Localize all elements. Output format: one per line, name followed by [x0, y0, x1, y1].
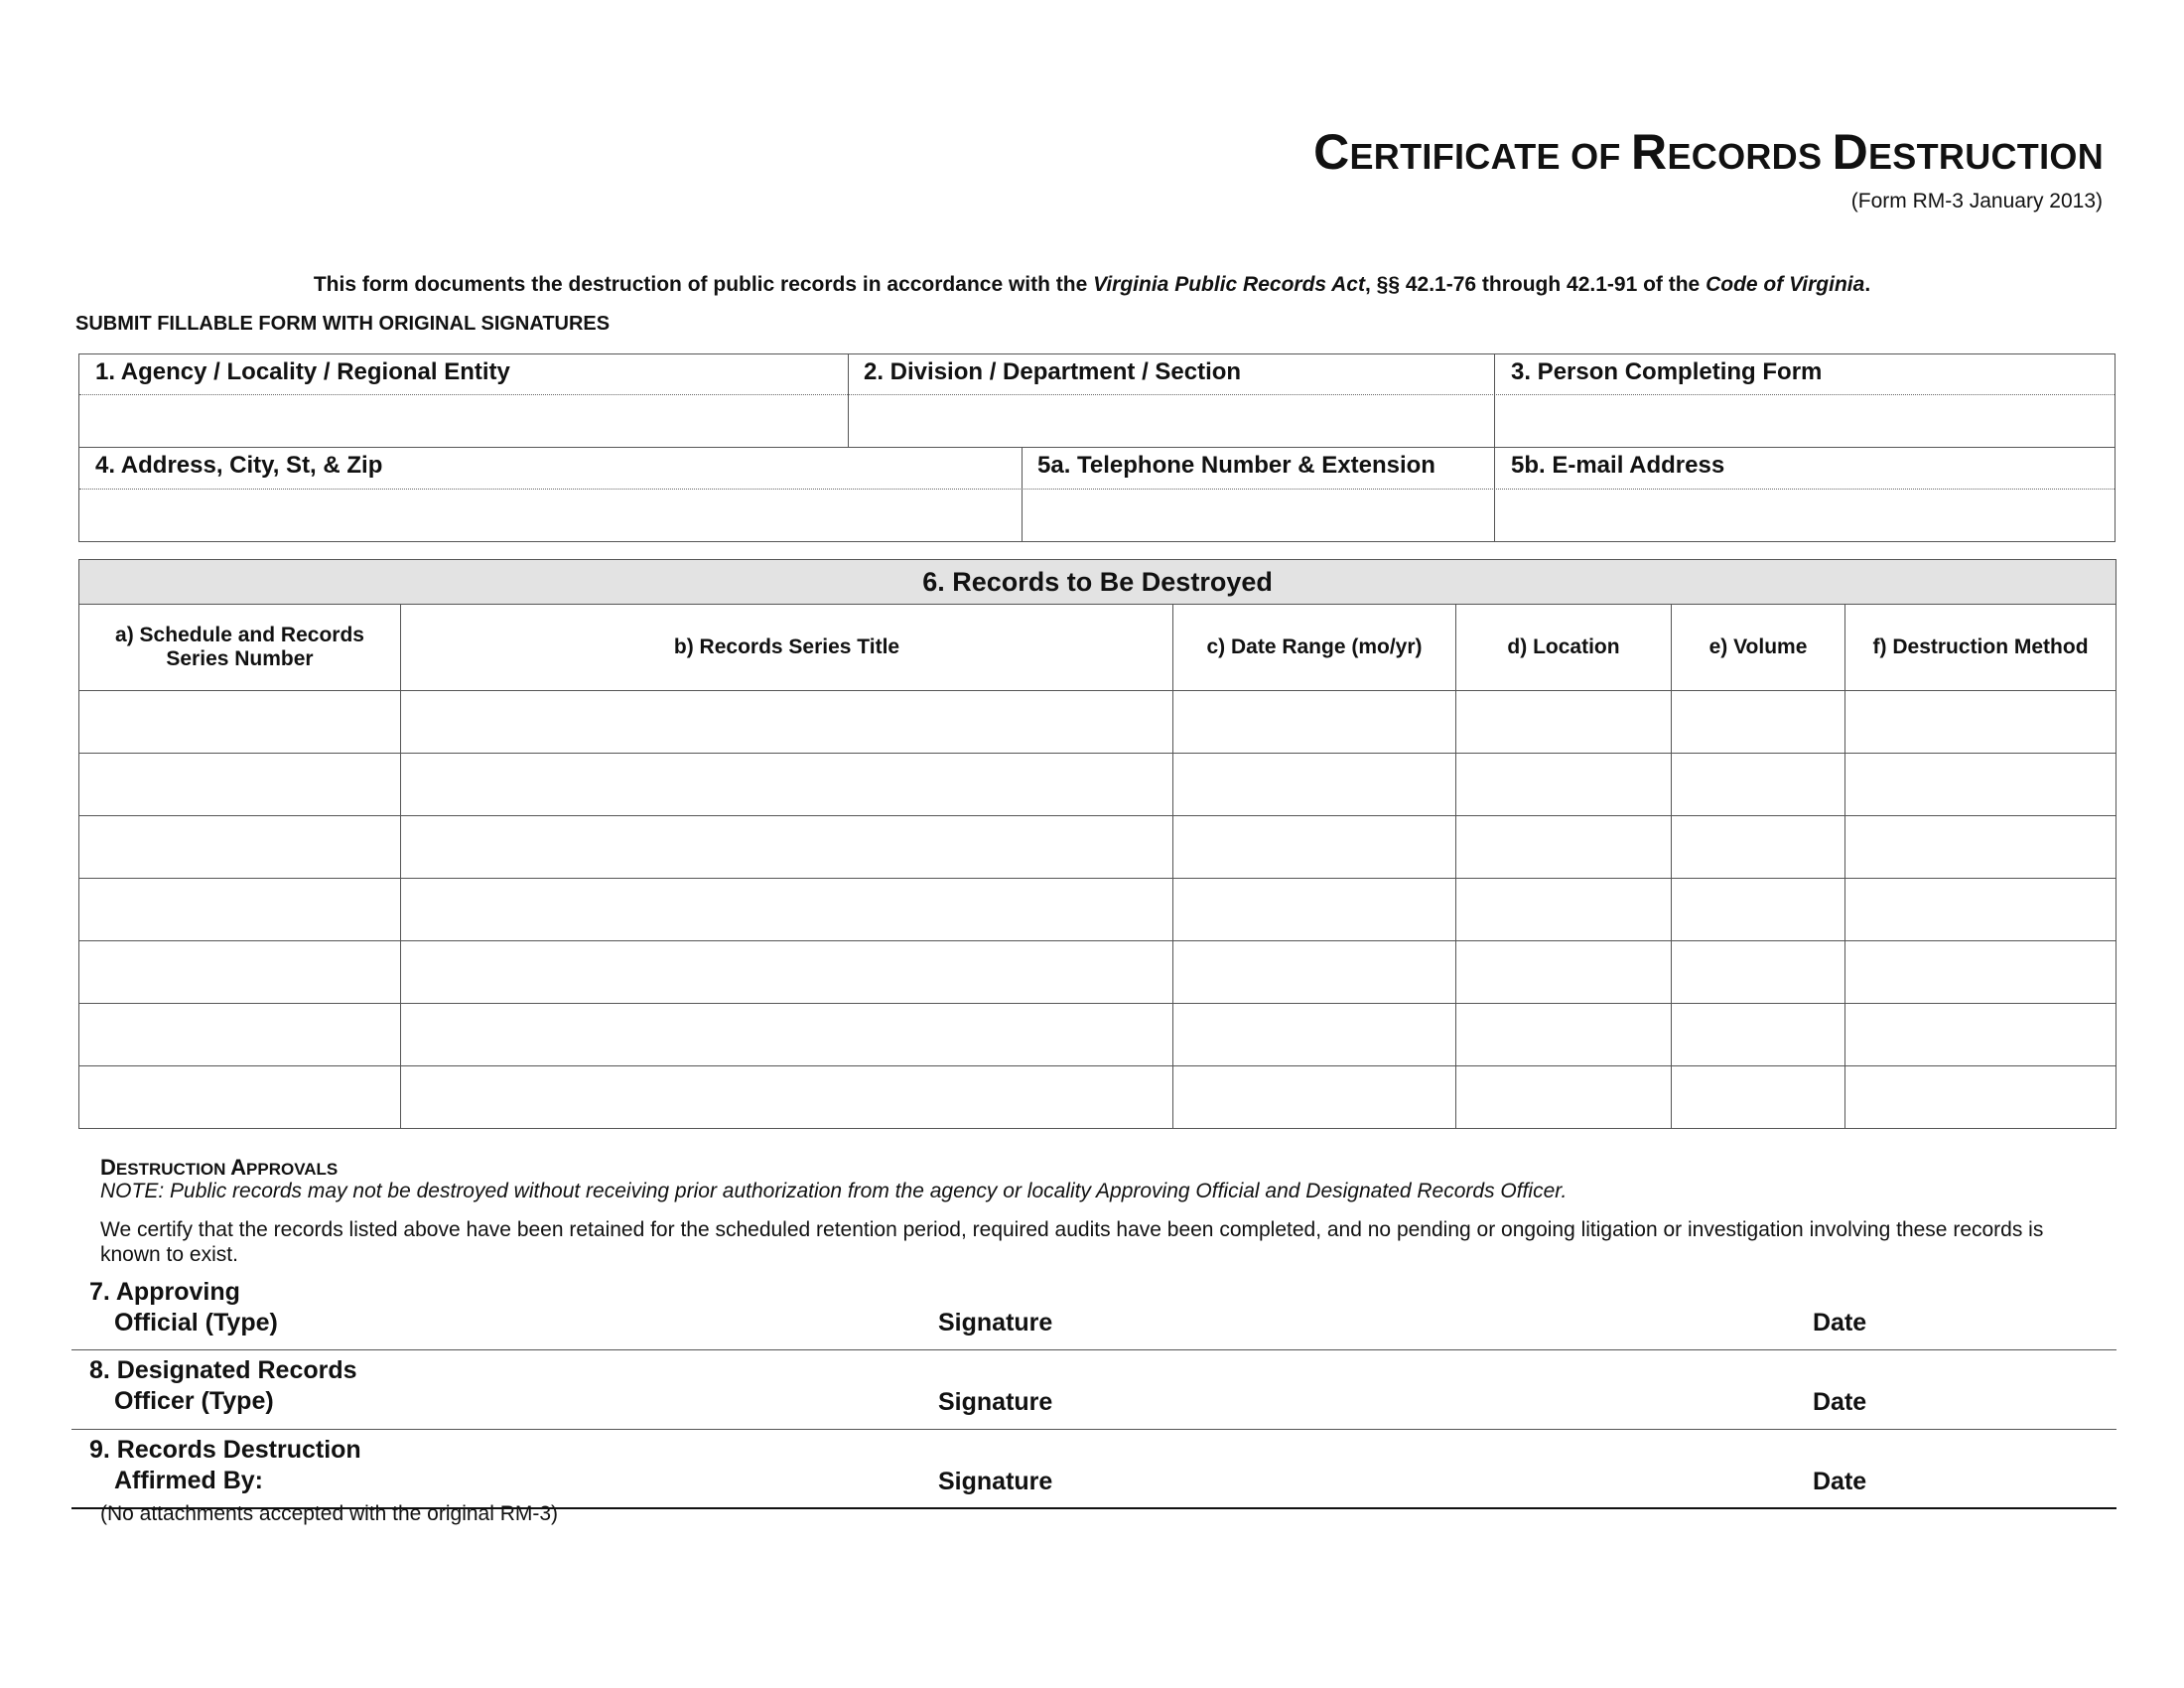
table-cell: [401, 879, 1173, 941]
form-title: [1313, 124, 2104, 180]
series-title-input[interactable]: [401, 754, 1172, 815]
title-initial: D: [1832, 124, 1868, 180]
title-part: ECORDS: [1667, 136, 1833, 177]
table-cell: [79, 754, 401, 816]
approving-signature-line[interactable]: [71, 1349, 2116, 1350]
title-part: ERTIFICATE OF: [1349, 136, 1632, 177]
table-cell: [1456, 1004, 1672, 1066]
date-range-input[interactable]: [1173, 691, 1455, 753]
column-header-series-title: b) Records Series Title: [401, 605, 1173, 691]
person-completing-field[interactable]: [1495, 395, 2115, 447]
volume-input[interactable]: [1672, 941, 1844, 1003]
table-cell: [1456, 691, 1672, 754]
table-row: [79, 941, 2116, 1004]
table-row: [79, 691, 2116, 754]
heading-initial: A: [230, 1155, 247, 1180]
email-label: 5b. E-mail Address: [1511, 452, 1725, 479]
title-part: ESTRUCTION: [1868, 136, 2104, 177]
schedule-input[interactable]: [79, 1066, 400, 1128]
location-input[interactable]: [1456, 941, 1671, 1003]
row-divider: [78, 447, 2116, 448]
table-cell: [1456, 1066, 1672, 1129]
volume-input[interactable]: [1672, 816, 1844, 878]
table-cell: [1173, 1066, 1456, 1129]
table-cell: [1672, 1066, 1845, 1129]
form-code: (Form RM-3 January 2013): [1850, 190, 2103, 212]
schedule-input[interactable]: [79, 879, 400, 940]
series-title-input[interactable]: [401, 1004, 1172, 1065]
heading-initial: D: [100, 1155, 116, 1180]
column-header-location: d) Location: [1456, 605, 1672, 691]
table-row: [79, 879, 2116, 941]
date-range-input[interactable]: [1173, 1004, 1455, 1065]
destruction-method-input[interactable]: [1845, 879, 2116, 940]
table-cell: [401, 1004, 1173, 1066]
table-cell: [1845, 1066, 2116, 1129]
table-cell: [1173, 691, 1456, 754]
table-cell: [79, 941, 401, 1004]
table-cell: [1845, 1004, 2116, 1066]
column-header-destruction-method: f) Destruction Method: [1845, 605, 2116, 691]
table-cell: [1456, 941, 1672, 1004]
schedule-input[interactable]: [79, 816, 400, 878]
table-row: [79, 1066, 2116, 1129]
address-label: 4. Address, City, St, & Zip: [95, 452, 383, 479]
location-input[interactable]: [1456, 879, 1671, 940]
table-cell: [1845, 941, 2116, 1004]
table-cell: [1173, 879, 1456, 941]
affirmed-signature-label: Signature: [938, 1468, 1053, 1495]
volume-input[interactable]: [1672, 1066, 1844, 1128]
records-table: [78, 559, 2116, 1129]
date-range-input[interactable]: [1173, 1066, 1455, 1128]
table-cell: [79, 1004, 401, 1066]
volume-input[interactable]: [1672, 879, 1844, 940]
approving-official-label: [89, 1277, 278, 1338]
table-cell: [1173, 754, 1456, 816]
schedule-input[interactable]: [79, 941, 400, 1003]
schedule-input[interactable]: [79, 1004, 400, 1065]
table-cell: [79, 879, 401, 941]
volume-input[interactable]: [1672, 691, 1844, 753]
certification-statement: We certify that the records listed above have been retained for the scheduled retention period, required audits have been completed, and no pending or ongoing litigation or investigation involving these records is known to exist.: [100, 1218, 2044, 1266]
schedule-input[interactable]: [79, 691, 400, 753]
records-table-body: [79, 691, 2116, 1129]
approving-signature-label: Signature: [938, 1309, 1053, 1336]
table-cell: [1456, 754, 1672, 816]
heading-part: ESTRUCTION: [115, 1160, 231, 1179]
destruction-affirmed-label: [89, 1435, 361, 1496]
location-input[interactable]: [1456, 691, 1671, 753]
intro-text: .: [1864, 273, 1871, 296]
telephone-field[interactable]: [1023, 490, 1494, 541]
title-initial: C: [1313, 124, 1350, 180]
table-cell: [401, 1066, 1173, 1129]
label-line: Official (Type): [114, 1309, 278, 1336]
location-input[interactable]: [1456, 1004, 1671, 1065]
volume-input[interactable]: [1672, 754, 1844, 815]
label-line: Officer (Type): [114, 1387, 274, 1415]
volume-input[interactable]: [1672, 1004, 1844, 1065]
date-range-input[interactable]: [1173, 754, 1455, 815]
date-range-input[interactable]: [1173, 816, 1455, 878]
table-cell: [401, 941, 1173, 1004]
table-cell: [1672, 879, 1845, 941]
table-cell: [401, 754, 1173, 816]
table-row: [79, 754, 2116, 816]
table-row: [79, 1004, 2116, 1066]
schedule-input[interactable]: [79, 754, 400, 815]
table-cell: [1672, 754, 1845, 816]
table-cell: [1845, 816, 2116, 879]
table-cell: [1672, 816, 1845, 879]
intro-act-name: Virginia Public Records Act: [1093, 273, 1365, 296]
table-cell: [1173, 941, 1456, 1004]
location-input[interactable]: [1456, 754, 1671, 815]
table-cell: [1456, 816, 1672, 879]
date-range-input[interactable]: [1173, 879, 1455, 940]
officer-signature-label: Signature: [938, 1388, 1053, 1416]
label-line: 8. Designated Records: [89, 1356, 357, 1384]
officer-signature-line[interactable]: [71, 1429, 2116, 1430]
intro-statement: [0, 273, 2184, 297]
email-field[interactable]: [1495, 490, 2115, 541]
destruction-method-input[interactable]: [1845, 816, 2116, 878]
date-range-input[interactable]: [1173, 941, 1455, 1003]
title-initial: R: [1631, 124, 1668, 180]
column-header-date-range: c) Date Range (mo/yr): [1173, 605, 1456, 691]
table-cell: [79, 816, 401, 879]
label-line: 9. Records Destruction: [89, 1436, 361, 1464]
table-cell: [79, 1066, 401, 1129]
records-table-title: 6. Records to Be Destroyed: [79, 560, 2116, 605]
series-title-input[interactable]: [401, 941, 1172, 1003]
division-field[interactable]: [849, 395, 1494, 447]
submit-instruction: SUBMIT FILLABLE FORM WITH ORIGINAL SIGNATURES: [75, 313, 611, 335]
table-cell: [401, 816, 1173, 879]
table-cell: [1672, 941, 1845, 1004]
table-cell: [1845, 754, 2116, 816]
address-field[interactable]: [79, 490, 1022, 541]
table-row: [79, 816, 2116, 879]
records-officer-label: [89, 1355, 357, 1417]
table-cell: [1672, 1004, 1845, 1066]
table-cell: [1845, 691, 2116, 754]
location-input[interactable]: [1456, 816, 1671, 878]
location-input[interactable]: [1456, 1066, 1671, 1128]
table-cell: [1456, 879, 1672, 941]
approving-date-label: Date: [1813, 1309, 1867, 1336]
intro-text: This form documents the destruction of public records in accordance with the: [313, 273, 1094, 296]
series-title-input[interactable]: [401, 879, 1172, 940]
destruction-method-input[interactable]: [1845, 691, 2116, 753]
destruction-method-input[interactable]: [1845, 1004, 2116, 1065]
column-header-volume: e) Volume: [1672, 605, 1845, 691]
officer-date-label: Date: [1813, 1388, 1867, 1416]
approvals-note: NOTE: Public records may not be destroyed without receiving prior authorization from the agency or locality Approving Official and Designated Records Officer.: [100, 1180, 1568, 1202]
label-line: 7. Approving: [89, 1278, 240, 1306]
person-completing-label: 3. Person Completing Form: [1511, 358, 1823, 385]
label-line: Affirmed By:: [114, 1467, 264, 1494]
table-cell: [79, 691, 401, 754]
agency-field[interactable]: [79, 395, 848, 447]
table-cell: [1173, 816, 1456, 879]
approvals-heading: [100, 1155, 338, 1181]
series-title-input[interactable]: [401, 1066, 1172, 1128]
table-cell: [1672, 691, 1845, 754]
heading-part: PPROVALS: [246, 1160, 339, 1179]
destruction-method-input[interactable]: [1845, 1066, 2116, 1128]
series-title-input[interactable]: [401, 816, 1172, 878]
telephone-label: 5a. Telephone Number & Extension: [1037, 452, 1435, 479]
table-cell: [401, 691, 1173, 754]
table-cell: [1173, 1004, 1456, 1066]
intro-code-name: Code of Virginia: [1706, 273, 1865, 296]
agency-label: 1. Agency / Locality / Regional Entity: [95, 358, 510, 385]
table-cell: [1845, 879, 2116, 941]
affirmed-date-label: Date: [1813, 1468, 1867, 1495]
destruction-method-input[interactable]: [1845, 754, 2116, 815]
destruction-method-input[interactable]: [1845, 941, 2116, 1003]
series-title-input[interactable]: [401, 691, 1172, 753]
column-header-schedule: a) Schedule and Records Series Number: [79, 605, 401, 691]
attachment-note: (No attachments accepted with the original RM-3): [100, 1502, 559, 1525]
division-label: 2. Division / Department / Section: [864, 358, 1242, 385]
intro-text: , §§ 42.1-76 through 42.1-91 of the: [1364, 273, 1706, 296]
